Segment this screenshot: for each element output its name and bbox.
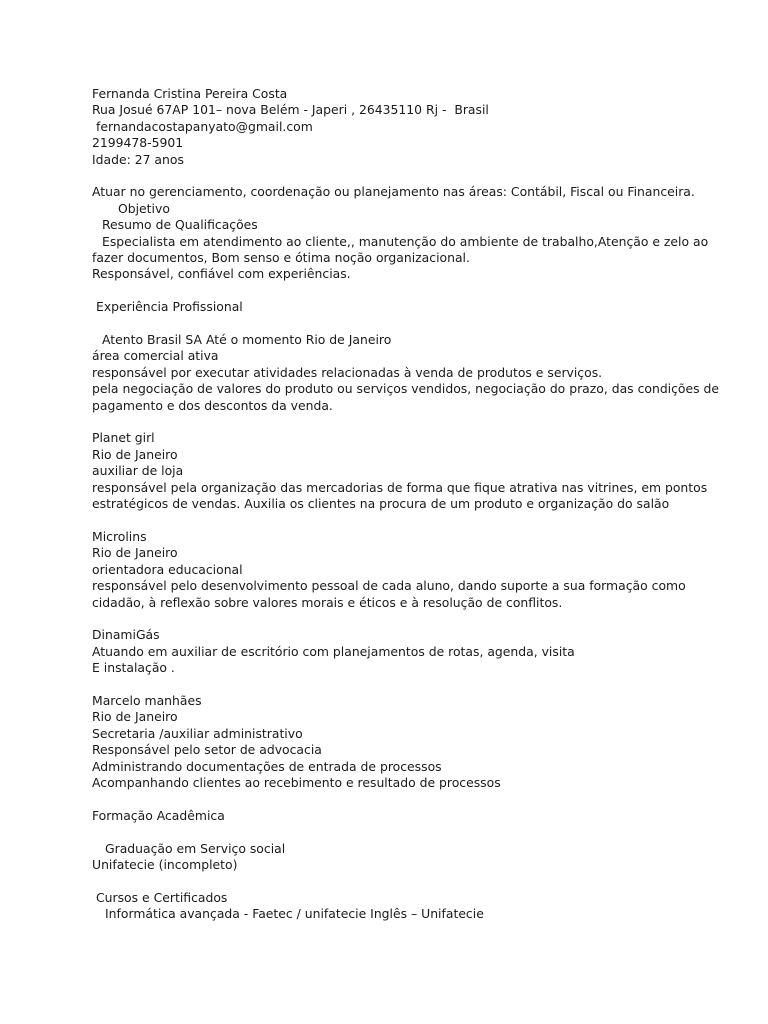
spacer bbox=[92, 513, 692, 529]
age-line: Idade: 27 anos bbox=[92, 151, 184, 167]
job-line: responsável por executar atividades relacionadas à venda de produtos e serviços. bbox=[92, 364, 603, 380]
objective-text: Atuar no gerenciamento, coordenação ou planejamento nas áreas: Contábil, Fiscal ou Financeira. bbox=[92, 184, 695, 200]
job-entry bbox=[92, 627, 692, 676]
courses-heading: Cursos e Certificados bbox=[96, 889, 228, 905]
job-line: responsável pelo desenvolvimento pessoal de cada aluno, dando suporte a sua formação como bbox=[92, 578, 686, 594]
job-line: responsável pela organização das mercadorias de forma que fique atrativa nas vitrines, em pontos bbox=[92, 479, 708, 495]
qualifications-line: Especialista em atendimento ao cliente,, manutenção do ambiente de trabalho,Atenção e zelo ao bbox=[102, 233, 709, 249]
resume-document bbox=[92, 86, 720, 923]
job-line: pela negociação de valores do produto ou serviços vendidos, negociação do prazo, das condições de bbox=[92, 381, 720, 397]
education-entry bbox=[92, 841, 692, 874]
job-line: Responsável pelo setor de advocacia bbox=[92, 742, 322, 758]
job-line: Atento Brasil SA Até o momento Rio de Janeiro bbox=[102, 332, 392, 348]
job-line: pagamento e dos descontos da venda. bbox=[92, 397, 333, 413]
candidate-name: Fernanda Cristina Pereira Costa bbox=[92, 86, 288, 101]
job-entry bbox=[92, 529, 692, 611]
spacer bbox=[92, 873, 692, 889]
phone-line: 2199478-5901 bbox=[92, 135, 184, 151]
education-institution: Unifatecie (incompleto) bbox=[92, 856, 238, 872]
job-line: DinamiGás bbox=[92, 627, 160, 643]
education-course: Graduação em Serviço social bbox=[105, 840, 286, 856]
job-line: estratégicos de vendas. Auxilia os clientes na procura de um produto e organização do salão bbox=[92, 496, 670, 512]
spacer bbox=[92, 611, 692, 627]
contact-block bbox=[92, 86, 692, 168]
courses-line: Informática avançada - Faetec / unifatecie Inglês – Unifatecie bbox=[105, 906, 484, 922]
job-line: cidadão, à reflexão sobre valores morais e éticos e à resolução de conflitos. bbox=[92, 594, 563, 610]
qualifications-heading: Resumo de Qualificações bbox=[102, 217, 258, 233]
job-line: Planet girl bbox=[92, 430, 155, 446]
job-line: Acompanhando clientes ao recebimento e resultado de processos bbox=[92, 774, 501, 790]
qualifications-line: fazer documentos, Bom senso e ótima noção organizacional. bbox=[92, 250, 470, 266]
job-line: Atuando em auxiliar de escritório com planejamentos de rotas, agenda, visita bbox=[92, 643, 575, 659]
job-line: área comercial ativa bbox=[92, 348, 219, 364]
spacer bbox=[92, 283, 692, 299]
objective-block bbox=[92, 184, 695, 217]
spacer bbox=[92, 168, 692, 184]
job-entry bbox=[92, 693, 692, 791]
job-line: Administrando documentações de entrada de processos bbox=[92, 758, 442, 774]
job-line: E instalação . bbox=[92, 660, 175, 676]
email-line: fernandacostapanyato@gmail.com bbox=[96, 118, 313, 134]
job-line: auxiliar de loja bbox=[92, 463, 184, 479]
spacer bbox=[92, 677, 692, 693]
job-line: Secretaria /auxiliar administrativo bbox=[92, 725, 303, 741]
spacer bbox=[92, 316, 692, 332]
job-line: orientadora educacional bbox=[92, 561, 243, 577]
job-line: Rio de Janeiro bbox=[92, 709, 178, 725]
job-line: Rio de Janeiro bbox=[92, 446, 178, 462]
objective-label: Objetivo bbox=[118, 200, 170, 216]
experience-heading: Experiência Profissional bbox=[96, 299, 243, 315]
job-entry bbox=[92, 430, 708, 512]
spacer bbox=[92, 824, 692, 840]
job-line: Rio de Janeiro bbox=[92, 545, 178, 561]
spacer bbox=[92, 414, 692, 430]
job-line: Microlins bbox=[92, 528, 147, 544]
address-line: Rua Josué 67AP 101– nova Belém - Japeri , 26435110 Rj - Brasil bbox=[92, 102, 489, 118]
spacer bbox=[92, 791, 692, 807]
education-heading: Formação Acadêmica bbox=[92, 807, 225, 823]
job-line: Marcelo manhães bbox=[92, 692, 202, 708]
job-entry bbox=[92, 332, 720, 414]
qualifications-line: Responsável, confiável com experiências. bbox=[92, 266, 351, 282]
qualifications-block bbox=[92, 217, 709, 283]
